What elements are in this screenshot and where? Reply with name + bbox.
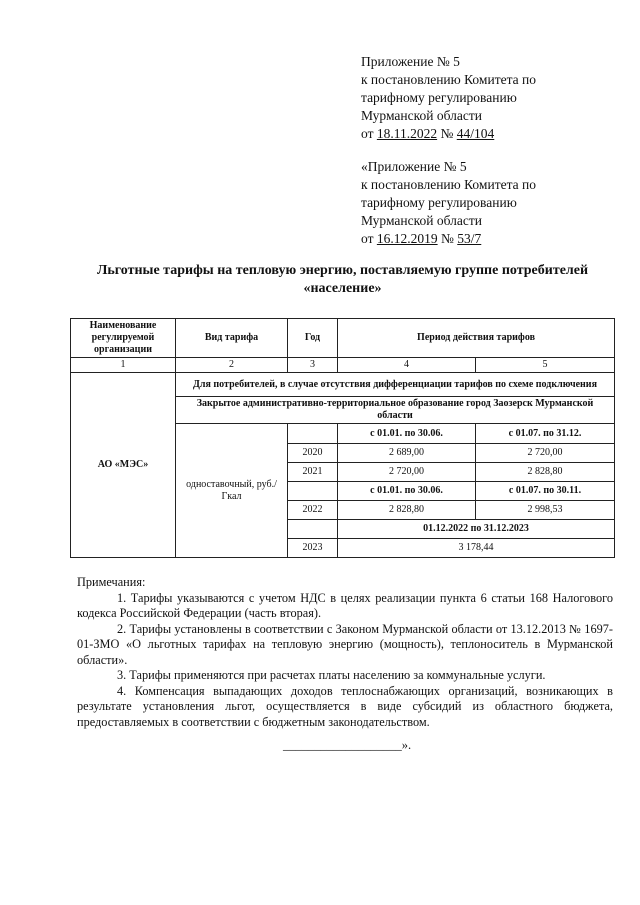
note-item: 1. Тарифы указываются с учетом НДС в целях реализации пункта 6 статьи 168 Налогового кодекса Российской Федерации (часть вторая). [77, 590, 613, 620]
territory-row: Закрытое административно-территориальное образование город Заозерск Мурманской области [176, 397, 615, 424]
appendix-line: к постановлению Комитета по [361, 72, 536, 87]
appendix-line: тарифному регулированию [361, 90, 517, 105]
date-prefix: от [361, 231, 374, 246]
appendix-date-line [361, 125, 621, 143]
document-title: Льготные тарифы на тепловую энергию, поставляемую группе потребителей «население» [96, 263, 589, 296]
column-number: 5 [476, 358, 615, 373]
column-number: 4 [338, 358, 476, 373]
period-h1: с 01.01. по 30.06. [338, 482, 476, 501]
decree-date: 18.11.2022 [376, 126, 438, 141]
appendix-title: «Приложение № 5 [361, 159, 467, 174]
year-cell: 2020 [288, 444, 338, 463]
period-2023: 01.12.2022 по 31.12.2023 [338, 520, 615, 539]
decree-date: 16.12.2019 [376, 231, 438, 246]
tariff-value: 3 178,44 [338, 539, 615, 558]
date-prefix: от [361, 126, 374, 141]
appendix-line: к постановлению Комитета по [361, 177, 536, 192]
note-item: 4. Компенсация выпадающих доходов теплоснабжающих организаций, возникающих в результате установления льгот, осуществляется в виде субсидий из областного бюджета, предоставляемых в соответствии с бюджетным законодательством. [77, 683, 613, 729]
appendix-line: тарифному регулированию [361, 195, 517, 210]
table-header-row [71, 319, 615, 358]
appendix-title: Приложение № 5 [361, 54, 460, 69]
table-row [71, 373, 615, 397]
period-h2: с 01.07. по 30.11. [476, 482, 615, 501]
tariff-value: 2 720,00 [338, 463, 476, 482]
empty-cell [288, 520, 338, 539]
number-sign: № [440, 126, 454, 141]
period-h2: с 01.07. по 31.12. [476, 424, 615, 444]
tariff-value: 2 689,00 [338, 444, 476, 463]
period-h1: с 01.01. по 30.06. [338, 424, 476, 444]
header-period: Период действия тарифов [338, 319, 615, 358]
column-number: 1 [71, 358, 176, 373]
appendix-previous-header [361, 158, 621, 248]
appendix-line: Мурманской области [361, 108, 482, 123]
notes-section [77, 575, 613, 730]
note-item: 2. Тарифы установлены в соответствии с Законом Мурманской области от 13.12.2013 № 1697-01-ЗМО «О льготных тарифах на тепловую энергию (мощность), теплоноситель в Мурманской области». [77, 621, 613, 667]
closing-line: ___________________». [283, 738, 412, 752]
number-sign: № [440, 231, 454, 246]
appendix-date-line [361, 230, 621, 248]
column-number: 3 [288, 358, 338, 373]
appendix-current-header [361, 53, 621, 143]
notes-heading: Примечания: [77, 575, 146, 589]
tariff-value: 2 828,80 [338, 501, 476, 520]
header-org: Наименование регулируемой организации [71, 319, 176, 358]
header-year: Год [288, 319, 338, 358]
empty-cell [288, 482, 338, 501]
note-item: 3. Тарифы применяются при расчетах платы населению за коммунальные услуги. [117, 668, 546, 682]
tariff-value: 2 998,53 [476, 501, 615, 520]
year-cell: 2023 [288, 539, 338, 558]
empty-cell [288, 424, 338, 444]
organization-name: АО «МЭС» [71, 373, 176, 558]
consumers-row: Для потребителей, в случае отсутствия дифференциации тарифов по схеме подключения [176, 373, 615, 397]
decree-number: 53/7 [457, 231, 482, 246]
tariff-value: 2 828,80 [476, 463, 615, 482]
header-tariff-type: Вид тарифа [176, 319, 288, 358]
year-cell: 2022 [288, 501, 338, 520]
appendix-line: Мурманской области [361, 213, 482, 228]
year-cell: 2021 [288, 463, 338, 482]
column-numbers-row [71, 358, 615, 373]
tariff-type: одноставочный, руб./Гкал [176, 424, 288, 558]
decree-number: 44/104 [456, 126, 495, 141]
tariff-table [70, 318, 615, 558]
tariff-value: 2 720,00 [476, 444, 615, 463]
column-number: 2 [176, 358, 288, 373]
